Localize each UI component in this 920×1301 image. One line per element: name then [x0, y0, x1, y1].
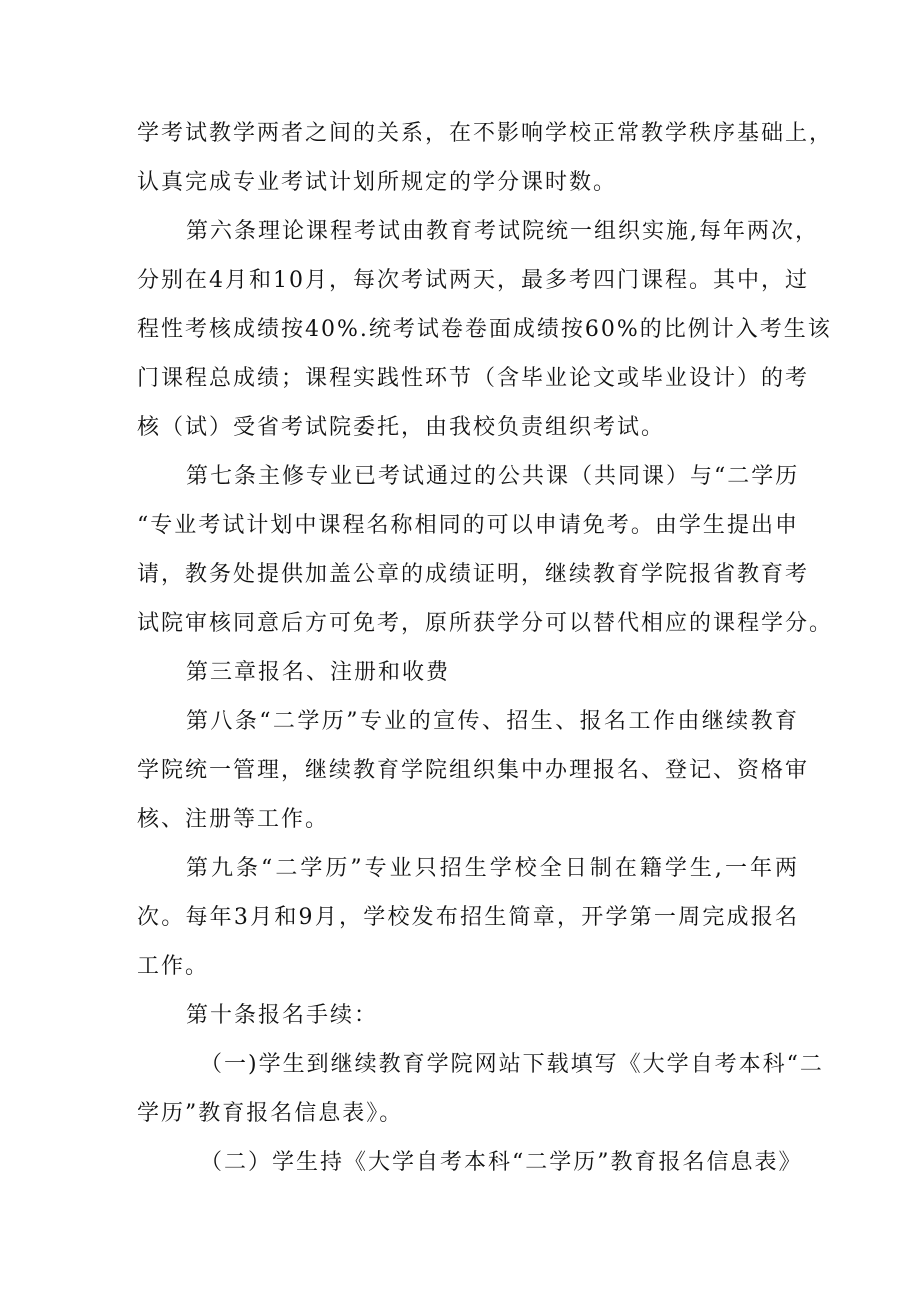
- text-line-9: “专业考试计划中课程名称相同的可以申请免考。由学生提出申: [137, 513, 799, 538]
- text-line-18: 工作。: [137, 954, 210, 979]
- text-line-17: 次。每年3月和9月，学校发布招生简章，开学第一周完成报名: [137, 905, 799, 930]
- text-line-10: 请，教务处提供加盖公章的成绩证明，继续教育学院报省教育考: [137, 562, 810, 587]
- text-line-16: 第九条“二学历”专业只招生学校全日制在籍学生,一年两: [186, 856, 799, 881]
- text-line-22: （二）学生持《大学自考本科“二学历”教育报名信息表》: [200, 1150, 803, 1175]
- text-line-20: （一)学生到继续教育学院网站下载填写《大学自考本科“二: [200, 1052, 824, 1077]
- chapter-heading: 第三章报名、注册和收费: [186, 660, 451, 685]
- text-line-8: 第七条主修专业已考试通过的公共课（共同课）与“二学历: [186, 464, 800, 489]
- text-line-2: 认真完成专业考试计划所规定的学分课时数。: [137, 170, 618, 195]
- text-line-11: 试院审核同意后方可免考，原所获学分可以替代相应的课程学分。: [137, 611, 834, 636]
- text-line-21: 学历”教育报名信息表》。: [137, 1101, 404, 1126]
- text-line-7: 核（试）受省考试院委托，由我校负责组织考试。: [137, 415, 666, 440]
- text-line-1: 学考试教学两者之间的关系，在不影响学校正常教学秩序基础上，: [137, 121, 834, 146]
- text-line-3: 第六条理论课程考试由教育考试院统一组织实施,每年两次，: [186, 219, 819, 244]
- text-line-15: 核、注册等工作。: [137, 807, 330, 832]
- text-line-4: 分别在4月和10月，每次考试两天，最多考四门课程。其中，过: [137, 268, 809, 293]
- text-line-13: 第八条“二学历”专业的宣传、招生、报名工作由继续教育: [186, 709, 799, 734]
- text-line-19: 第十条报名手续：: [186, 1003, 379, 1028]
- text-line-5: 程性考核成绩按40%.统考试卷卷面成绩按60%的比例计入考生该: [137, 317, 832, 342]
- text-line-6: 门课程总成绩；课程实践性环节（含毕业论文或毕业设计）的考: [137, 366, 810, 391]
- text-line-14: 学院统一管理，继续教育学院组织集中办理报名、登记、资格审: [137, 758, 810, 783]
